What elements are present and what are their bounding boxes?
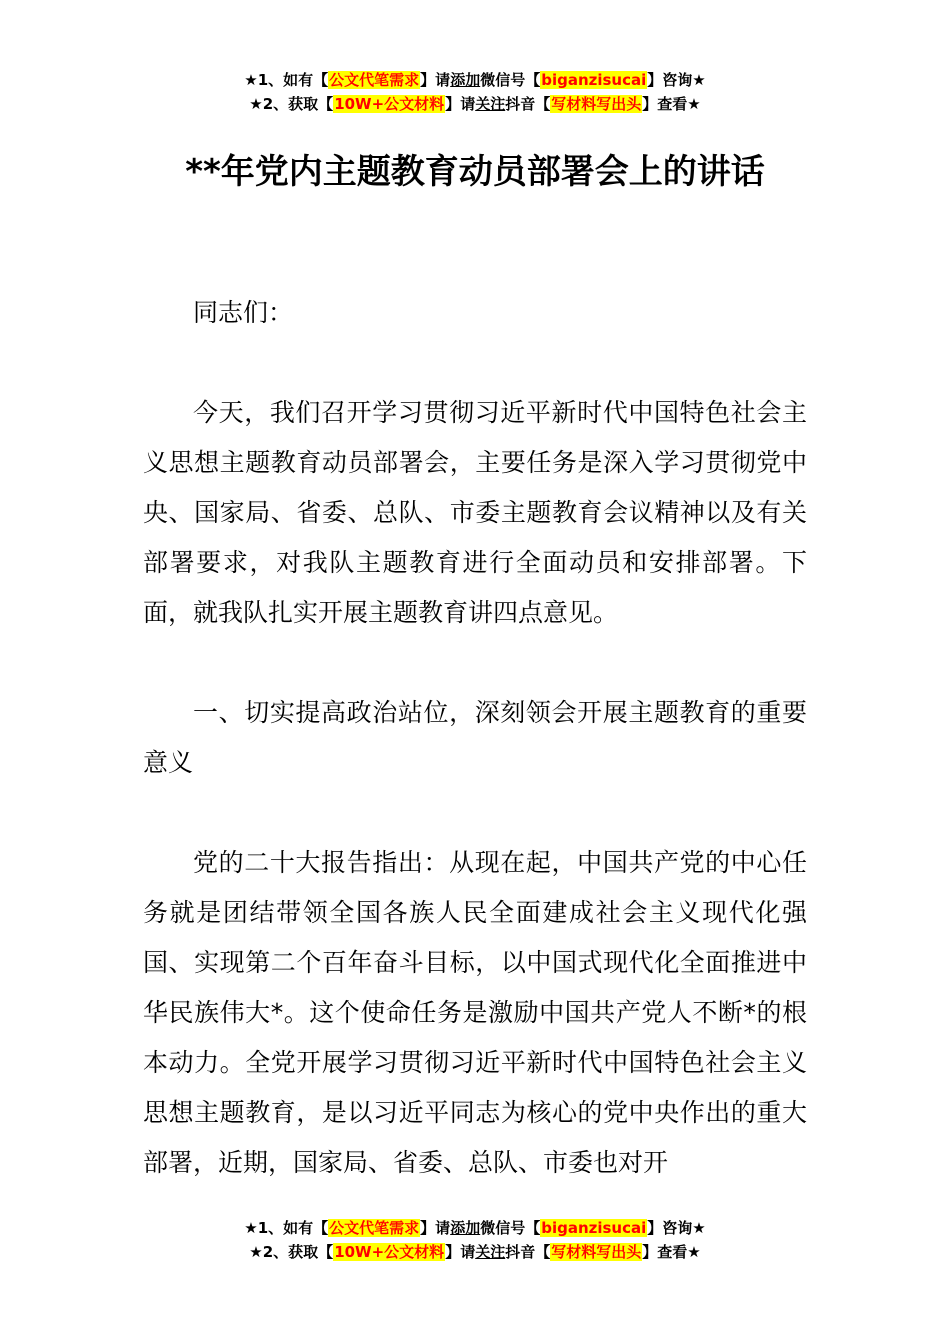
banner-line-1 (0, 1216, 950, 1240)
banner-text: 】请 (420, 71, 451, 89)
banner-highlight: 10W+公文材料 (334, 1243, 445, 1261)
banner-text: 】请 (445, 95, 476, 113)
salutation: 同志们： (193, 298, 294, 327)
banner-text: 】请 (420, 1219, 451, 1237)
banner-text: ★1、如有【 (244, 71, 329, 89)
banner-underlined-text: 添加 (450, 71, 481, 89)
banner-text: 】查看★ (642, 1243, 701, 1261)
banner-text: 微信号【 (480, 1219, 541, 1237)
banner-underlined-text: 关注 (475, 1243, 506, 1261)
banner-underlined-text: 关注 (475, 95, 506, 113)
banner-highlight: biganzisucai (541, 71, 647, 89)
banner-text: ★2、获取【 (249, 95, 334, 113)
banner-highlight: 写材料写出头 (551, 95, 642, 113)
banner-text: 抖音【 (505, 95, 551, 113)
footer-banner (0, 1216, 950, 1264)
banner-text: ★2、获取【 (249, 1243, 334, 1261)
banner-line-2 (0, 1240, 950, 1264)
banner-highlight: biganzisucai (541, 1219, 647, 1237)
banner-text: ★1、如有【 (244, 1219, 329, 1237)
banner-line-1 (0, 68, 950, 92)
body-paragraph: 今天，我们召开学习贯彻习近平新时代中国特色社会主义思想主题教育动员部署会，主要任务是深入学习贯彻党中央、国家局、省委、总队、市委主题教育会议精神以及有关部署要求，对我队主题教育进行全面动员和安排部署。下面，就我队扎实开展主题教育讲四点意见。 (143, 398, 807, 627)
header-banner (0, 68, 950, 116)
banner-text: 抖音【 (505, 1243, 551, 1261)
banner-line-2 (0, 92, 950, 116)
banner-highlight: 写材料写出头 (551, 1243, 642, 1261)
body-paragraph: 党的二十大报告指出：从现在起，中国共产党的中心任务就是团结带领全国各族人民全面建成社会主义现代化强国、实现第二个百年奋斗目标，以中国式现代化全面推进中华民族伟大*。这个使命任务是激励中国共产党人不断*的根本动力。全党开展学习贯彻习近平新时代中国特色社会主义思想主题教育，是以习近平同志为核心的党中央作出的重大部署，近期，国家局、省委、总队、市委也对开 (143, 848, 807, 1177)
banner-text: 】咨询★ (647, 1219, 706, 1237)
banner-highlight: 公文代笔需求 (329, 1219, 420, 1237)
document-title: **年党内主题教育动员部署会上的讲话 (185, 152, 765, 192)
banner-text: 】查看★ (642, 95, 701, 113)
banner-highlight: 公文代笔需求 (329, 71, 420, 89)
banner-highlight: 10W+公文材料 (334, 95, 445, 113)
document-body (143, 288, 807, 1238)
banner-text: 】请 (445, 1243, 476, 1261)
banner-text: 】咨询★ (647, 71, 706, 89)
section-heading: 一、切实提高政治站位，深刻领会开展主题教育的重要意义 (143, 698, 807, 777)
banner-text: 微信号【 (480, 71, 541, 89)
banner-underlined-text: 添加 (450, 1219, 481, 1237)
